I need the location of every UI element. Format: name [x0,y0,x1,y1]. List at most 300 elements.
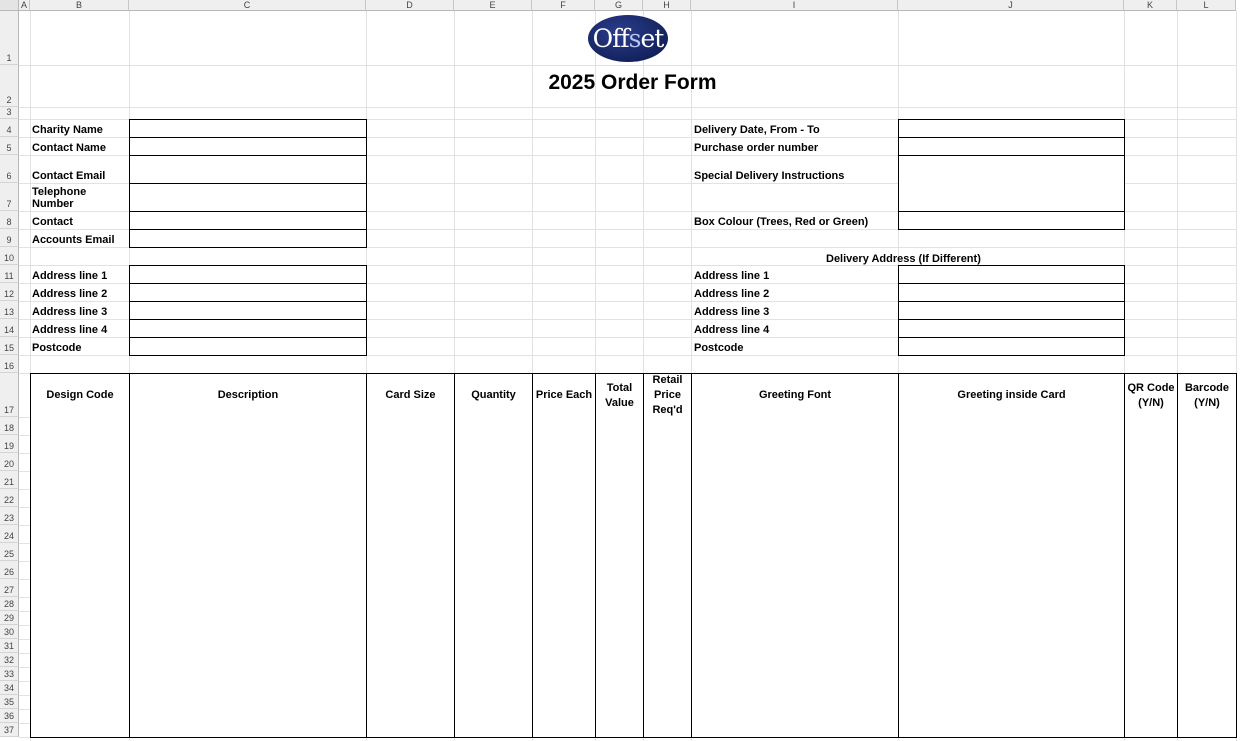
order-cell-price-each[interactable] [532,695,596,710]
order-cell-retail-price[interactable] [643,417,692,436]
order-cell-description[interactable] [129,611,367,626]
row-header[interactable]: 22 [0,489,19,507]
order-cell-quantity[interactable] [454,489,533,508]
row-header[interactable]: 14 [0,319,19,337]
order-cell-quantity[interactable] [454,611,533,626]
row-header[interactable]: 18 [0,417,19,435]
order-cell-qr-code[interactable] [1124,471,1178,490]
column-header[interactable]: E [454,0,532,11]
order-cell-design-code[interactable] [30,543,130,562]
order-cell-price-each[interactable] [532,525,596,544]
order-cell-retail-price[interactable] [643,453,692,472]
row-header[interactable]: 11 [0,265,19,283]
order-cell-greeting-font[interactable] [691,723,899,738]
row-header[interactable]: 1 [0,11,19,65]
order-cell-barcode[interactable] [1177,695,1237,710]
delivery-date-label: Delivery Date, From - To [694,124,820,136]
order-cell-price-each[interactable] [532,625,596,640]
order-cell-greeting-inside-card[interactable] [898,597,1125,612]
row-header[interactable]: 23 [0,507,19,525]
order-cell-card-size[interactable] [366,695,455,710]
order-cell-design-code[interactable] [30,681,130,696]
row-header[interactable]: 35 [0,695,19,709]
order-cell-design-code[interactable] [30,561,130,580]
order-cell-greeting-font[interactable] [691,709,899,724]
order-cell-greeting-inside-card[interactable] [898,653,1125,668]
order-cell-quantity[interactable] [454,525,533,544]
order-cell-total-value[interactable] [595,667,644,682]
order-cell-barcode[interactable] [1177,639,1237,654]
order-cell-description[interactable] [129,561,367,580]
order-cell-description[interactable] [129,471,367,490]
column-header[interactable]: B [30,0,129,11]
order-cell-design-code[interactable] [30,579,130,598]
order-cell-total-value[interactable] [595,417,644,436]
order-cell-qr-code[interactable] [1124,681,1178,696]
row-header[interactable]: 16 [0,355,19,373]
order-cell-retail-price[interactable] [643,681,692,696]
order-cell-description[interactable] [129,579,367,598]
row-header[interactable]: 33 [0,667,19,681]
order-cell-card-size[interactable] [366,625,455,640]
order-cell-total-value[interactable] [595,579,644,598]
order-cell-quantity[interactable] [454,543,533,562]
postcode-input[interactable] [129,337,367,356]
order-cell-greeting-inside-card[interactable] [898,723,1125,738]
row-header[interactable]: 34 [0,681,19,695]
order-cell-greeting-inside-card[interactable] [898,681,1125,696]
column-header[interactable]: D [366,0,454,11]
order-cell-card-size[interactable] [366,723,455,738]
order-cell-price-each[interactable] [532,561,596,580]
contact-input[interactable] [129,211,367,230]
order-cell-qr-code[interactable] [1124,695,1178,710]
order-cell-barcode[interactable] [1177,625,1237,640]
order-cell-total-value[interactable] [595,597,644,612]
order-cell-retail-price[interactable] [643,597,692,612]
order-cell-retail-price[interactable] [643,625,692,640]
order-cell-qr-code[interactable] [1124,611,1178,626]
row-header[interactable]: 15 [0,337,19,355]
row-header[interactable]: 7 [0,183,19,211]
order-cell-price-each[interactable] [532,489,596,508]
order-cell-retail-price[interactable] [643,543,692,562]
order-cell-greeting-font[interactable] [691,507,899,526]
row-header[interactable]: 8 [0,211,19,229]
order-cell-qr-code[interactable] [1124,435,1178,454]
order-cell-description[interactable] [129,639,367,654]
order-cell-greeting-font[interactable] [691,667,899,682]
row-header[interactable]: 37 [0,723,19,737]
header-design-code: Design Code [30,373,130,418]
order-cell-quantity[interactable] [454,471,533,490]
order-cell-retail-price[interactable] [643,579,692,598]
order-cell-price-each[interactable] [532,507,596,526]
order-cell-description[interactable] [129,723,367,738]
order-cell-description[interactable] [129,625,367,640]
order-cell-greeting-inside-card[interactable] [898,471,1125,490]
delivery-postcode-input[interactable] [898,337,1125,356]
order-cell-retail-price[interactable] [643,667,692,682]
order-cell-total-value[interactable] [595,435,644,454]
contact-name-input[interactable] [129,137,367,156]
order-cell-greeting-inside-card[interactable] [898,525,1125,544]
order-cell-barcode[interactable] [1177,453,1237,472]
delivery-address-line-2-input[interactable] [898,283,1125,302]
order-cell-retail-price[interactable] [643,507,692,526]
order-cell-card-size[interactable] [366,611,455,626]
order-cell-design-code[interactable] [30,723,130,738]
order-cell-qr-code[interactable] [1124,723,1178,738]
row-header[interactable]: 26 [0,561,19,579]
order-cell-qr-code[interactable] [1124,543,1178,562]
order-cell-greeting-inside-card[interactable] [898,625,1125,640]
order-cell-qr-code[interactable] [1124,625,1178,640]
order-cell-barcode[interactable] [1177,579,1237,598]
row-header[interactable]: 27 [0,579,19,597]
order-cell-barcode[interactable] [1177,709,1237,724]
order-cell-description[interactable] [129,597,367,612]
address-line-1-label: Address line 1 [32,270,108,282]
order-cell-price-each[interactable] [532,435,596,454]
order-cell-barcode[interactable] [1177,597,1237,612]
order-cell-description[interactable] [129,489,367,508]
column-header[interactable]: F [532,0,595,11]
contact-email-input[interactable] [129,155,367,184]
order-cell-card-size[interactable] [366,709,455,724]
order-cell-card-size[interactable] [366,507,455,526]
order-cell-greeting-inside-card[interactable] [898,489,1125,508]
column-header[interactable]: G [595,0,643,11]
row-header[interactable]: 9 [0,229,19,247]
delivery-address-line-4-input[interactable] [898,319,1125,338]
order-cell-greeting-inside-card[interactable] [898,695,1125,710]
order-cell-description[interactable] [129,435,367,454]
order-cell-description[interactable] [129,417,367,436]
address-line-2-input[interactable] [129,283,367,302]
order-cell-card-size[interactable] [366,489,455,508]
order-cell-total-value[interactable] [595,543,644,562]
order-cell-design-code[interactable] [30,667,130,682]
order-cell-design-code[interactable] [30,525,130,544]
address-line-4-input[interactable] [129,319,367,338]
order-cell-qr-code[interactable] [1124,507,1178,526]
column-header[interactable]: K [1124,0,1177,11]
order-cell-design-code[interactable] [30,507,130,526]
order-cell-retail-price[interactable] [643,723,692,738]
order-cell-greeting-font[interactable] [691,471,899,490]
order-cell-description[interactable] [129,709,367,724]
order-cell-barcode[interactable] [1177,489,1237,508]
order-cell-quantity[interactable] [454,507,533,526]
order-cell-retail-price[interactable] [643,525,692,544]
order-cell-greeting-inside-card[interactable] [898,507,1125,526]
order-cell-barcode[interactable] [1177,667,1237,682]
order-cell-design-code[interactable] [30,471,130,490]
order-cell-barcode[interactable] [1177,723,1237,738]
order-cell-greeting-inside-card[interactable] [898,417,1125,436]
order-cell-description[interactable] [129,681,367,696]
charity-name-label: Charity Name [32,124,103,136]
page-title: 2025 Order Form [548,71,717,94]
order-cell-description[interactable] [129,543,367,562]
order-cell-design-code[interactable] [30,417,130,436]
order-cell-qr-code[interactable] [1124,579,1178,598]
order-cell-card-size[interactable] [366,453,455,472]
row-header[interactable]: 31 [0,639,19,653]
row-header[interactable]: 19 [0,435,19,453]
row-header[interactable]: 12 [0,283,19,301]
column-header[interactable]: C [129,0,366,11]
order-cell-price-each[interactable] [532,579,596,598]
order-cell-barcode[interactable] [1177,417,1237,436]
order-cell-description[interactable] [129,525,367,544]
order-cell-retail-price[interactable] [643,489,692,508]
order-cell-design-code[interactable] [30,453,130,472]
order-cell-quantity[interactable] [454,723,533,738]
order-cell-quantity[interactable] [454,667,533,682]
header-card-size: Card Size [366,373,455,418]
order-cell-description[interactable] [129,667,367,682]
order-cell-greeting-font[interactable] [691,525,899,544]
order-cell-design-code[interactable] [30,625,130,640]
column-header[interactable]: I [691,0,898,11]
row-header[interactable]: 21 [0,471,19,489]
row-header[interactable]: 6 [0,155,19,183]
order-cell-quantity[interactable] [454,417,533,436]
order-cell-barcode[interactable] [1177,653,1237,668]
order-cell-greeting-font[interactable] [691,695,899,710]
order-cell-total-value[interactable] [595,653,644,668]
order-cell-price-each[interactable] [532,471,596,490]
order-cell-total-value[interactable] [595,695,644,710]
order-cell-price-each[interactable] [532,417,596,436]
order-cell-card-size[interactable] [366,435,455,454]
column-header[interactable]: J [898,0,1124,11]
order-cell-qr-code[interactable] [1124,561,1178,580]
order-cell-price-each[interactable] [532,723,596,738]
row-header[interactable]: 32 [0,653,19,667]
order-cell-greeting-font[interactable] [691,653,899,668]
delivery-address-line-3-label: Address line 3 [694,306,770,318]
order-cell-quantity[interactable] [454,695,533,710]
order-cell-price-each[interactable] [532,667,596,682]
order-cell-card-size[interactable] [366,681,455,696]
order-cell-greeting-font[interactable] [691,579,899,598]
order-cell-greeting-inside-card[interactable] [898,561,1125,580]
row-header[interactable]: 30 [0,625,19,639]
order-cell-retail-price[interactable] [643,561,692,580]
order-cell-greeting-inside-card[interactable] [898,453,1125,472]
order-cell-barcode[interactable] [1177,435,1237,454]
order-cell-design-code[interactable] [30,435,130,454]
order-cell-design-code[interactable] [30,639,130,654]
order-cell-total-value[interactable] [595,611,644,626]
header-total-value: Total Value [595,373,644,418]
order-cell-retail-price[interactable] [643,709,692,724]
order-cell-card-size[interactable] [366,561,455,580]
order-cell-card-size[interactable] [366,579,455,598]
order-cell-greeting-inside-card[interactable] [898,435,1125,454]
order-cell-greeting-font[interactable] [691,611,899,626]
order-cell-quantity[interactable] [454,561,533,580]
order-cell-total-value[interactable] [595,561,644,580]
order-cell-card-size[interactable] [366,525,455,544]
order-cell-greeting-font[interactable] [691,435,899,454]
order-cell-design-code[interactable] [30,695,130,710]
order-cell-barcode[interactable] [1177,611,1237,626]
order-cell-greeting-inside-card[interactable] [898,667,1125,682]
special-instructions-input[interactable] [898,155,1125,212]
order-cell-total-value[interactable] [595,681,644,696]
delivery-address-line-3-input[interactable] [898,301,1125,320]
order-cell-total-value[interactable] [595,525,644,544]
row-header[interactable]: 5 [0,137,19,155]
order-cell-qr-code[interactable] [1124,597,1178,612]
order-cell-greeting-font[interactable] [691,639,899,654]
order-cell-qr-code[interactable] [1124,653,1178,668]
order-cell-quantity[interactable] [454,453,533,472]
order-cell-barcode[interactable] [1177,543,1237,562]
order-cell-qr-code[interactable] [1124,639,1178,654]
order-cell-qr-code[interactable] [1124,525,1178,544]
order-cell-greeting-font[interactable] [691,625,899,640]
order-cell-greeting-font[interactable] [691,561,899,580]
order-cell-retail-price[interactable] [643,471,692,490]
row-header[interactable]: 10 [0,247,19,265]
order-cell-total-value[interactable] [595,453,644,472]
order-cell-barcode[interactable] [1177,525,1237,544]
order-cell-total-value[interactable] [595,709,644,724]
address-line-1-input[interactable] [129,265,367,284]
order-cell-card-size[interactable] [366,639,455,654]
postcode-label: Postcode [32,342,82,354]
order-cell-greeting-font[interactable] [691,681,899,696]
row-header[interactable]: 4 [0,119,19,137]
order-cell-price-each[interactable] [532,709,596,724]
row-header[interactable]: 3 [0,107,19,119]
order-cell-retail-price[interactable] [643,653,692,668]
order-cell-retail-price[interactable] [643,611,692,626]
order-cell-qr-code[interactable] [1124,453,1178,472]
order-cell-price-each[interactable] [532,597,596,612]
order-cell-design-code[interactable] [30,597,130,612]
order-cell-quantity[interactable] [454,435,533,454]
order-cell-quantity[interactable] [454,653,533,668]
order-cell-price-each[interactable] [532,681,596,696]
order-cell-retail-price[interactable] [643,639,692,654]
order-cell-greeting-font[interactable] [691,543,899,562]
order-cell-design-code[interactable] [30,611,130,626]
order-cell-card-size[interactable] [366,471,455,490]
order-cell-qr-code[interactable] [1124,417,1178,436]
accounts-email-input[interactable] [129,229,367,248]
order-cell-price-each[interactable] [532,543,596,562]
delivery-date-input[interactable] [898,119,1125,138]
order-cell-qr-code[interactable] [1124,489,1178,508]
order-cell-greeting-inside-card[interactable] [898,579,1125,598]
order-cell-greeting-inside-card[interactable] [898,709,1125,724]
order-cell-barcode[interactable] [1177,561,1237,580]
row-header[interactable]: 24 [0,525,19,543]
order-cell-design-code[interactable] [30,709,130,724]
order-cell-card-size[interactable] [366,597,455,612]
order-cell-quantity[interactable] [454,625,533,640]
purchase-order-input[interactable] [898,137,1125,156]
order-cell-total-value[interactable] [595,507,644,526]
order-cell-quantity[interactable] [454,579,533,598]
order-cell-quantity[interactable] [454,639,533,654]
order-cell-design-code[interactable] [30,653,130,668]
order-cell-description[interactable] [129,695,367,710]
delivery-address-line-1-input[interactable] [898,265,1125,284]
order-cell-card-size[interactable] [366,543,455,562]
order-cell-greeting-font[interactable] [691,489,899,508]
order-cell-total-value[interactable] [595,723,644,738]
row-header[interactable]: 28 [0,597,19,611]
order-cell-quantity[interactable] [454,597,533,612]
row-header[interactable]: 17 [0,373,19,417]
column-header[interactable]: A [19,0,30,11]
order-cell-qr-code[interactable] [1124,667,1178,682]
order-cell-greeting-inside-card[interactable] [898,611,1125,626]
order-cell-card-size[interactable] [366,653,455,668]
order-cell-total-value[interactable] [595,489,644,508]
order-cell-card-size[interactable] [366,417,455,436]
order-cell-greeting-inside-card[interactable] [898,543,1125,562]
row-header[interactable]: 20 [0,453,19,471]
address-line-3-input[interactable] [129,301,367,320]
order-cell-retail-price[interactable] [643,435,692,454]
order-cell-barcode[interactable] [1177,471,1237,490]
order-cell-greeting-font[interactable] [691,597,899,612]
charity-name-input[interactable] [129,119,367,138]
order-cell-design-code[interactable] [30,489,130,508]
column-header[interactable]: L [1177,0,1236,11]
order-cell-description[interactable] [129,653,367,668]
order-cell-quantity[interactable] [454,709,533,724]
order-cell-barcode[interactable] [1177,681,1237,696]
order-cell-quantity[interactable] [454,681,533,696]
order-cell-greeting-font[interactable] [691,417,899,436]
order-cell-description[interactable] [129,507,367,526]
order-cell-card-size[interactable] [366,667,455,682]
row-header[interactable]: 36 [0,709,19,723]
column-header[interactable]: H [643,0,691,11]
row-header[interactable]: 29 [0,611,19,625]
order-cell-price-each[interactable] [532,653,596,668]
box-colour-input[interactable] [898,211,1125,230]
row-header[interactable]: 2 [0,65,19,107]
select-all-corner[interactable] [0,0,19,11]
order-cell-total-value[interactable] [595,625,644,640]
telephone-number-input[interactable] [129,183,367,212]
order-cell-greeting-font[interactable] [691,453,899,472]
order-cell-price-each[interactable] [532,639,596,654]
order-cell-barcode[interactable] [1177,507,1237,526]
order-cell-price-each[interactable] [532,453,596,472]
order-cell-total-value[interactable] [595,639,644,654]
row-header[interactable]: 25 [0,543,19,561]
order-cell-qr-code[interactable] [1124,709,1178,724]
order-cell-price-each[interactable] [532,611,596,626]
order-cell-description[interactable] [129,453,367,472]
order-cell-greeting-inside-card[interactable] [898,639,1125,654]
contact-name-label: Contact Name [32,142,106,154]
row-header[interactable]: 13 [0,301,19,319]
order-cell-total-value[interactable] [595,471,644,490]
order-cell-retail-price[interactable] [643,695,692,710]
